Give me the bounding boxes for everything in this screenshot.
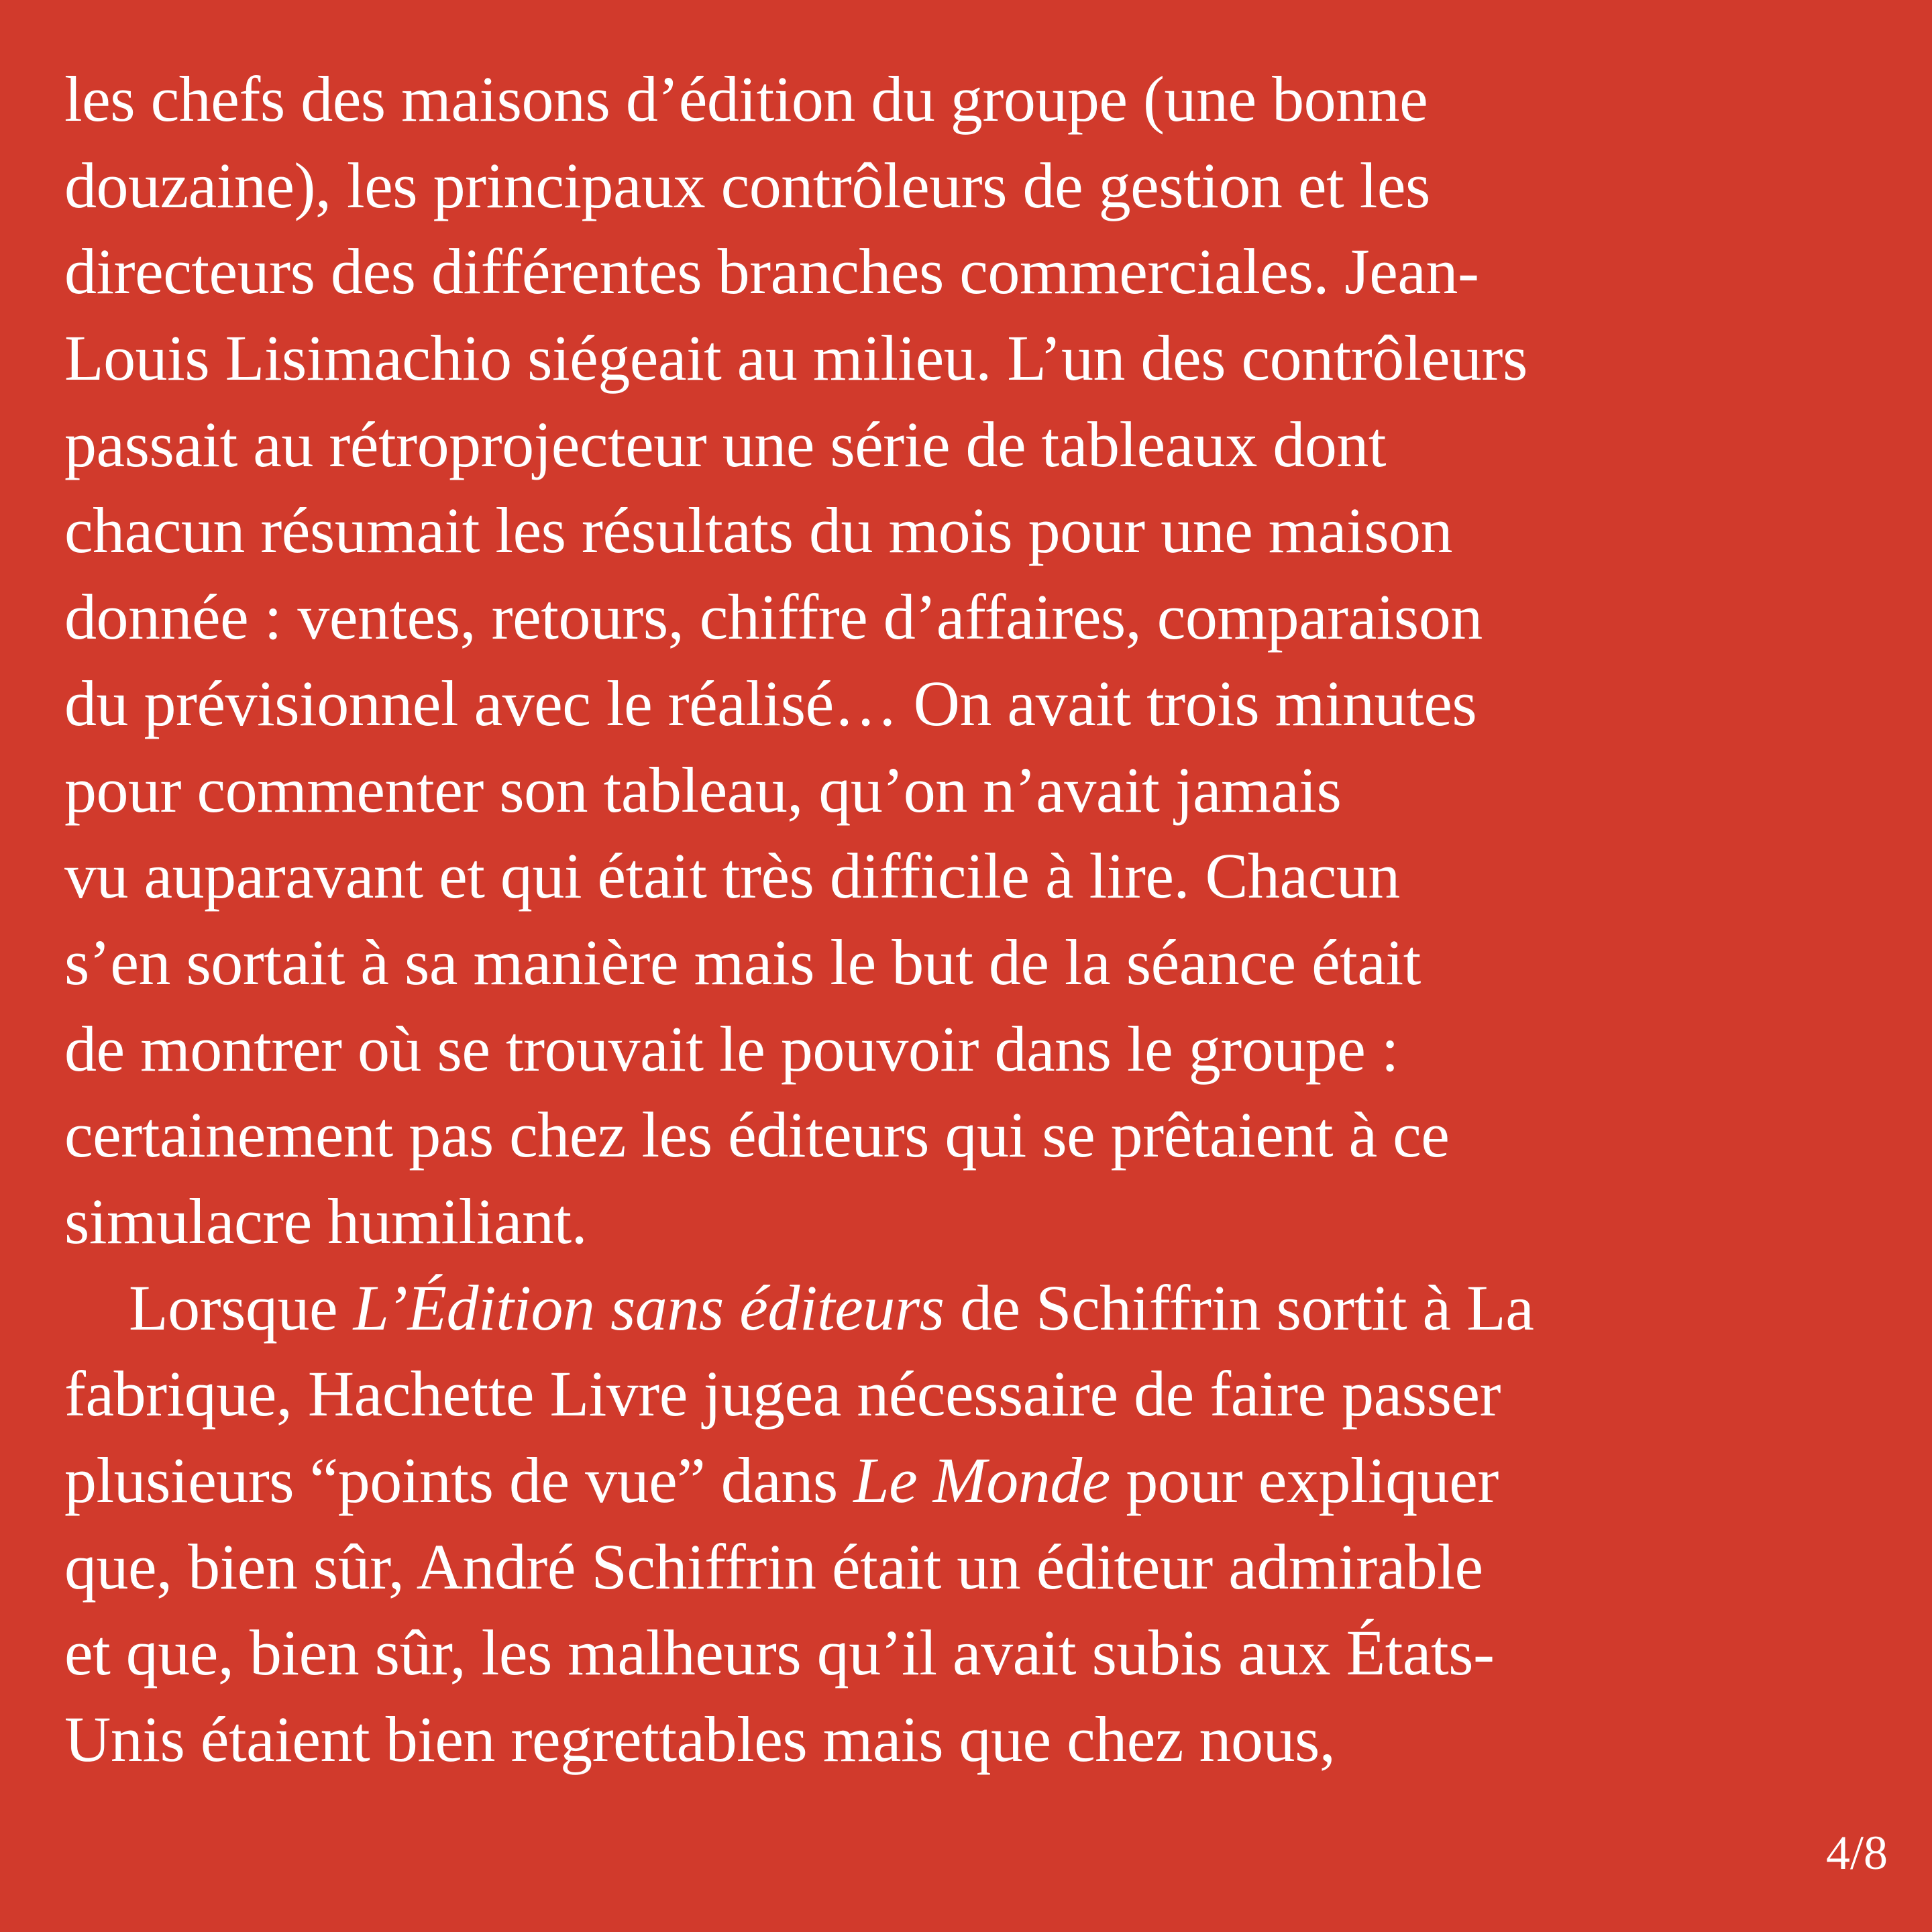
text-line-15: Lorsque L’Édition sans éditeurs de Schiffrin sortit à La <box>129 1271 1534 1344</box>
book-title: L’Édition sans éditeurs <box>353 1271 945 1344</box>
text-line-12: de montrer où se trouvait le pouvoir dans le groupe : <box>64 1012 1399 1085</box>
text-line-6: chacun résumait les résultats du mois pour une maison <box>64 494 1453 567</box>
newspaper-title: Le Monde <box>853 1444 1110 1516</box>
text-line-8: du prévisionnel avec le réalisé… On avait trois minutes <box>64 667 1477 739</box>
text-line-11: s’en sortait à sa manière mais le but de la séance était <box>64 926 1421 998</box>
text-line-1: les chefs des maisons d’édition du groupe (une bonne <box>64 63 1428 135</box>
text-line-18: que, bien sûr, André Schiffrin était un éditeur admirable <box>64 1530 1483 1603</box>
text-line-16: fabrique, Hachette Livre jugea nécessaire de faire passer <box>64 1358 1501 1430</box>
body-text <box>64 56 1876 1783</box>
text-line-2: douzaine), les principaux contrôleurs de gestion et les <box>64 149 1430 221</box>
page-number: 4/8 <box>1825 1826 1888 1880</box>
text-line-20: Unis étaient bien regrettables mais que chez nous, <box>64 1703 1336 1776</box>
text-line-13: certainement pas chez les éditeurs qui se prêtaient à ce <box>64 1099 1450 1171</box>
text-line-19: et que, bien sûr, les malheurs qu’il avait subis aux États- <box>64 1617 1495 1689</box>
text-line-4: Louis Lisimachio siégeait au milieu. L’un des contrôleurs <box>64 322 1527 394</box>
text-line-9: pour commenter son tableau, qu’on n’avait jamais <box>64 753 1342 826</box>
text-line-5: passait au rétroprojecteur une série de tableaux dont <box>64 408 1386 480</box>
text-line-10: vu auparavant et qui était très difficile à lire. Chacun <box>64 840 1400 912</box>
text-line-3: directeurs des différentes branches commerciales. Jean- <box>64 235 1479 308</box>
text-line-14: simulacre humiliant. <box>64 1185 588 1257</box>
text-line-17: plusieurs “points de vue” dans Le Monde pour expliquer <box>64 1444 1499 1516</box>
text-line-7: donnée : ventes, retours, chiffre d’affaires, comparaison <box>64 581 1483 653</box>
